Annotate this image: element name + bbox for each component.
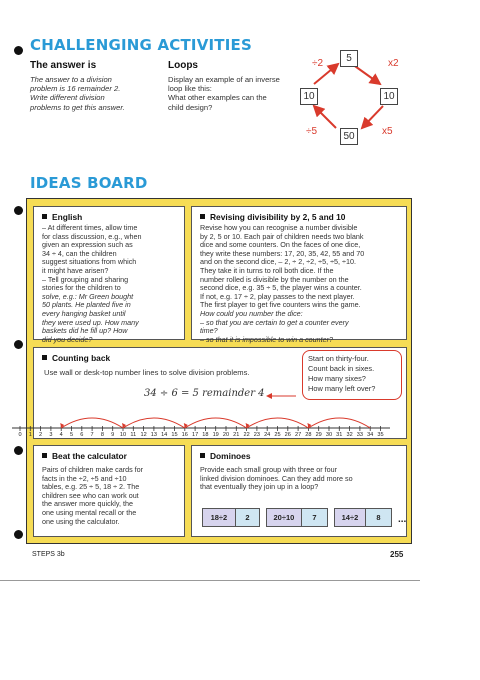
number-line-label: 2 xyxy=(39,432,43,438)
number-line-label: 3 xyxy=(49,432,53,438)
number-line-label: 35 xyxy=(377,432,384,438)
loop-box-right: 10 xyxy=(380,88,398,105)
op-times-2: x2 xyxy=(388,58,399,69)
dominoes-text: Provide each small group with three or four linked division dominoes. Can they add more so that eventually they join up in a loop? xyxy=(200,465,353,492)
number-line-label: 7 xyxy=(90,432,94,438)
count-back-hop xyxy=(247,418,309,428)
revising-title: Revising divisibility by 2, 5 and 10 xyxy=(200,212,345,222)
footer-left: STEPS 3b xyxy=(32,551,65,558)
domino-left: 14÷2 xyxy=(335,509,366,526)
number-line-label: 20 xyxy=(222,432,230,438)
number-line-label: 27 xyxy=(294,432,302,438)
speech-bubble: Start on thirty-four. Count back in sixes. How many sixes? How many left over? xyxy=(302,350,402,400)
number-line-label: 13 xyxy=(150,432,158,438)
margin-bullet xyxy=(14,46,23,55)
number-line-label: 15 xyxy=(171,432,178,438)
number-line-label: 32 xyxy=(346,432,353,438)
beat-text: Pairs of children make cards for facts in the ÷2, ÷5 and ÷10 tables, e.g. 25 ÷ 5, 18 ÷ 2. The children see who can work out the answer more quickly, the one using mental recall or the one using the calculator. xyxy=(42,465,144,526)
loop-box-top: 5 xyxy=(340,50,358,67)
number-line-label: 34 xyxy=(367,432,374,438)
ideas-heading: IDEAS BOARD xyxy=(30,174,148,192)
margin-bullet xyxy=(14,446,23,455)
number-line-label: 24 xyxy=(264,432,271,438)
english-title: English xyxy=(42,212,82,222)
loops-text: Display an example of an inverse loop like this: What other examples can the child design? xyxy=(168,75,280,112)
margin-bullet xyxy=(14,340,23,349)
number-line-label: 16 xyxy=(181,432,188,438)
beat-card xyxy=(33,445,185,537)
number-line-label: 11 xyxy=(130,432,137,438)
domino-right: 8 xyxy=(366,509,391,526)
number-line-label: 28 xyxy=(305,432,312,438)
domino-ellipsis: ... xyxy=(398,514,407,525)
challenging-heading: CHALLENGING ACTIVITIES xyxy=(30,36,252,54)
loops-title: Loops xyxy=(168,60,198,71)
revising-text: Revise how you can recognise a number divisible by 2, 5 or 10. Each pair of children needs two blank dice and some counters. On the faces of one dice, they write these numbers: 17, 20, 35, 42, 55 and 70 and on the second dice, – 2, ÷ 2, ÷2, ÷5, ÷5, ÷10. They take it in turns to roll both dice. If the number rolled is divisible by the number on the second dice, e.g. 35 ÷ 5, the player wins a counter. If not, e.g. 17 ÷ 2, play passes to the next player. The first player to get five counters wins the game. How could you number the dice: – so that you are certain to get a counter every time? – so that it is impossible to win a counter? xyxy=(200,223,365,344)
number-line-label: 9 xyxy=(111,432,115,438)
count-back-hop xyxy=(61,418,123,428)
number-line-label: 30 xyxy=(325,432,333,438)
number-line-label: 10 xyxy=(119,432,127,438)
revising-card xyxy=(191,206,407,344)
margin-bullet xyxy=(14,530,23,539)
number-line-label: 19 xyxy=(212,432,219,438)
number-line-label: 22 xyxy=(243,432,250,438)
domino-right: 2 xyxy=(236,509,259,526)
ideas-board xyxy=(26,198,412,544)
number-line-label: 8 xyxy=(100,432,104,438)
number-line-label: 29 xyxy=(315,432,322,438)
number-line-label: 0 xyxy=(18,432,22,438)
domino-tile xyxy=(266,508,328,527)
page-number: 255 xyxy=(390,550,404,559)
number-line-label: 4 xyxy=(59,432,63,438)
beat-title: Beat the calculator xyxy=(42,451,127,461)
number-line-label: 31 xyxy=(336,432,343,438)
domino-left: 20÷10 xyxy=(267,509,302,526)
number-line-label: 1 xyxy=(28,432,32,438)
footer-rule xyxy=(0,580,420,581)
number-line-label: 26 xyxy=(284,432,291,438)
number-line-label: 25 xyxy=(274,432,281,438)
english-text: – At different times, allow time for class discussion, e.g., when given an expression such as 34 ÷ 4, can the children suggest situations from which it might have arisen? – Tell grouping and sharing stories for the children to solve, e.g.: Mr Green bought 50 plants. He planted five in every hanging basket until they were used up. How many baskets did he fill up? How did you decide? xyxy=(42,223,142,344)
counting-sum: 34 ÷ 6 = 5 remainder 4 xyxy=(144,388,265,399)
counting-text: Use wall or desk-top number lines to solve division problems. xyxy=(44,368,250,377)
count-back-hop xyxy=(308,418,370,428)
domino-right: 7 xyxy=(302,509,327,526)
number-line-label: 23 xyxy=(253,432,261,438)
number-line-label: 21 xyxy=(233,432,240,438)
answer-title: The answer is xyxy=(30,60,97,71)
number-line-label: 6 xyxy=(80,432,84,438)
sum-arrow xyxy=(266,393,296,399)
number-line-label: 33 xyxy=(356,432,364,438)
counting-title: Counting back xyxy=(42,353,110,363)
op-times-5: x5 xyxy=(382,126,393,137)
count-back-hop xyxy=(185,418,247,428)
domino-left: 18÷2 xyxy=(203,509,236,526)
op-divide-2: ÷2 xyxy=(312,58,324,69)
loop-box-bottom: 50 xyxy=(340,128,358,145)
op-divide-5: ÷5 xyxy=(306,126,318,137)
margin-bullet xyxy=(14,206,23,215)
number-line-label: 14 xyxy=(161,432,168,438)
count-back-hops xyxy=(12,406,390,430)
english-card xyxy=(33,206,185,344)
answer-text: The answer to a division problem is 16 remainder 2. Write different division problems to get this answer. xyxy=(30,75,125,112)
loop-box-left: 10 xyxy=(300,88,318,105)
dominoes-title: Dominoes xyxy=(200,451,251,461)
number-line-label: 17 xyxy=(191,432,199,438)
number-line-label: 5 xyxy=(69,432,74,438)
number-line-label: 18 xyxy=(202,432,209,438)
domino-tile xyxy=(334,508,392,527)
count-back-hop xyxy=(123,418,185,428)
domino-tile xyxy=(202,508,260,527)
number-line-label: 12 xyxy=(140,432,147,438)
